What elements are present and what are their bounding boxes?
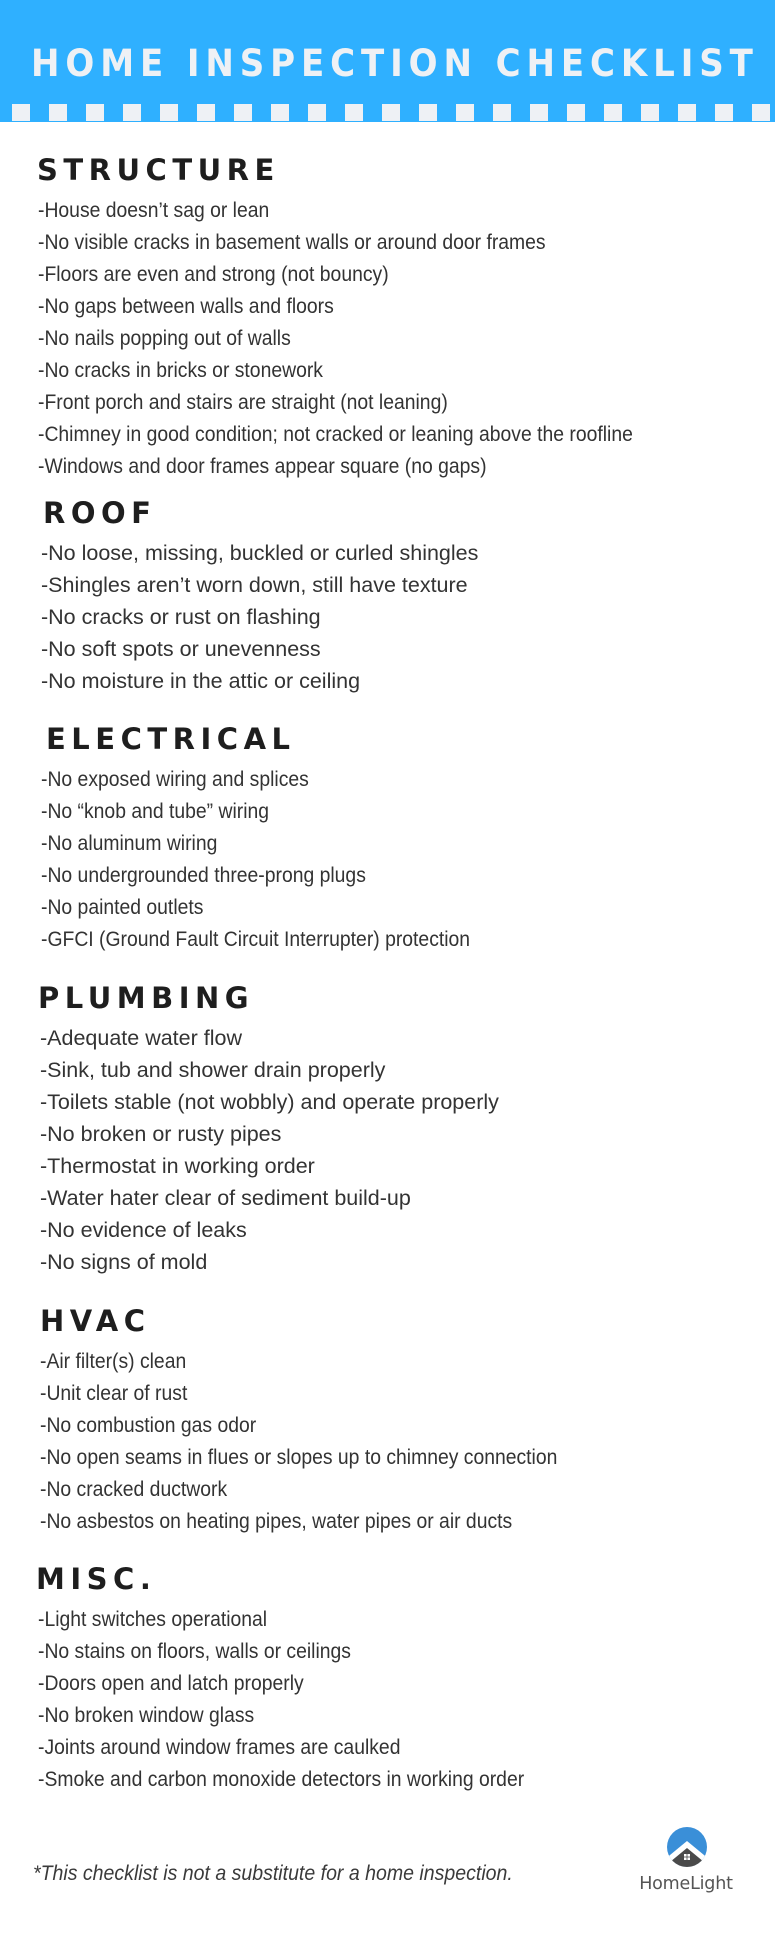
disclaimer-note: *This checklist is not a substitute for a home inspection. (33, 1862, 513, 1885)
checklist-item: -House doesn’t sag or lean (38, 198, 270, 222)
checklist-item: -Adequate water flow (40, 1026, 242, 1050)
checklist-item: -No broken or rusty pipes (40, 1122, 282, 1146)
checklist-item: -Windows and door frames appear square (no gaps) (38, 454, 487, 478)
checklist-item: -No exposed wiring and splices (41, 767, 309, 791)
checklist-item: -No undergrounded three-prong plugs (41, 863, 366, 887)
section-title: MISC. (36, 1562, 157, 1596)
checklist-item: -Smoke and carbon monoxide detectors in working order (38, 1767, 525, 1791)
checklist-item: -No signs of mold (40, 1250, 208, 1274)
checklist-item: -No visible cracks in basement walls or around door frames (38, 230, 546, 254)
checklist (38, 1603, 578, 1795)
checklist-item: -Shingles aren’t worn down, still have texture (41, 573, 468, 597)
logo-wordmark: HomeLight (639, 1874, 733, 1894)
checklist-item: -No nails popping out of walls (38, 326, 291, 350)
checklist-item: -No loose, missing, buckled or curled shingles (41, 541, 479, 565)
checklist-item: -Joints around window frames are caulked (38, 1735, 401, 1759)
section-title: STRUCTURE (37, 153, 280, 187)
checklist-item: -No “knob and tube” wiring (41, 799, 270, 823)
checklist-item: -No open seams in flues or slopes up to chimney connection (40, 1445, 558, 1469)
checklist-item: -No gaps between walls and floors (38, 294, 334, 318)
checklist (40, 1345, 615, 1537)
checklist-item: -Air filter(s) clean (40, 1349, 187, 1373)
checklist-item: -No evidence of leaks (40, 1218, 247, 1242)
checklist-item: -GFCI (Ground Fault Circuit Interrupter) protection (41, 927, 471, 951)
section-title: PLUMBING (38, 981, 255, 1015)
checklist-item: -Unit clear of rust (40, 1381, 188, 1405)
checklist-item: -Chimney in good condition; not cracked or leaning above the roofline (38, 422, 633, 446)
checklist-item: -No combustion gas odor (40, 1413, 257, 1437)
checklist-item: -No asbestos on heating pipes, water pipes or air ducts (40, 1509, 513, 1533)
checklist-item: -No stains on floors, walls or ceilings (38, 1639, 351, 1663)
checklist-item: -No cracks in bricks or stonework (38, 358, 323, 382)
checklist-item: -No aluminum wiring (41, 831, 218, 855)
checklist-item: -Light switches operational (38, 1607, 268, 1631)
checklist-item: -Doors open and latch properly (38, 1671, 304, 1695)
checklist-item: -Floors are even and strong (not bouncy) (38, 262, 389, 286)
checklist-item: -Front porch and stairs are straight (not leaning) (38, 390, 448, 414)
dashed-stripe-divider (0, 104, 775, 121)
checklist (38, 194, 699, 482)
checklist (41, 537, 478, 697)
checklist-item: -Water hater clear of sediment build-up (40, 1186, 411, 1210)
checklist-item: -Toilets stable (not wobbly) and operate properly (40, 1090, 499, 1114)
page-title: HOME INSPECTION CHECKLIST (31, 42, 759, 85)
checklist (41, 763, 518, 955)
section-title: ROOF (43, 496, 157, 530)
section-title: HVAC (40, 1304, 151, 1338)
checklist-item: -No moisture in the attic or ceiling (41, 669, 361, 693)
checklist-item: -No painted outlets (41, 895, 204, 919)
homelight-logo (630, 1826, 742, 1898)
checklist-item: -No cracked ductwork (40, 1477, 228, 1501)
header-banner (0, 0, 775, 122)
checklist-item: -Sink, tub and shower drain properly (40, 1058, 386, 1082)
house-logo-icon (666, 1826, 708, 1868)
section-title: ELECTRICAL (46, 722, 296, 756)
checklist-item: -No broken window glass (38, 1703, 255, 1727)
checklist-item: -No cracks or rust on flashing (41, 605, 321, 629)
checklist-item: -Thermostat in working order (40, 1154, 315, 1178)
checklist-item: -No soft spots or unevenness (41, 637, 321, 661)
checklist (40, 1022, 499, 1278)
